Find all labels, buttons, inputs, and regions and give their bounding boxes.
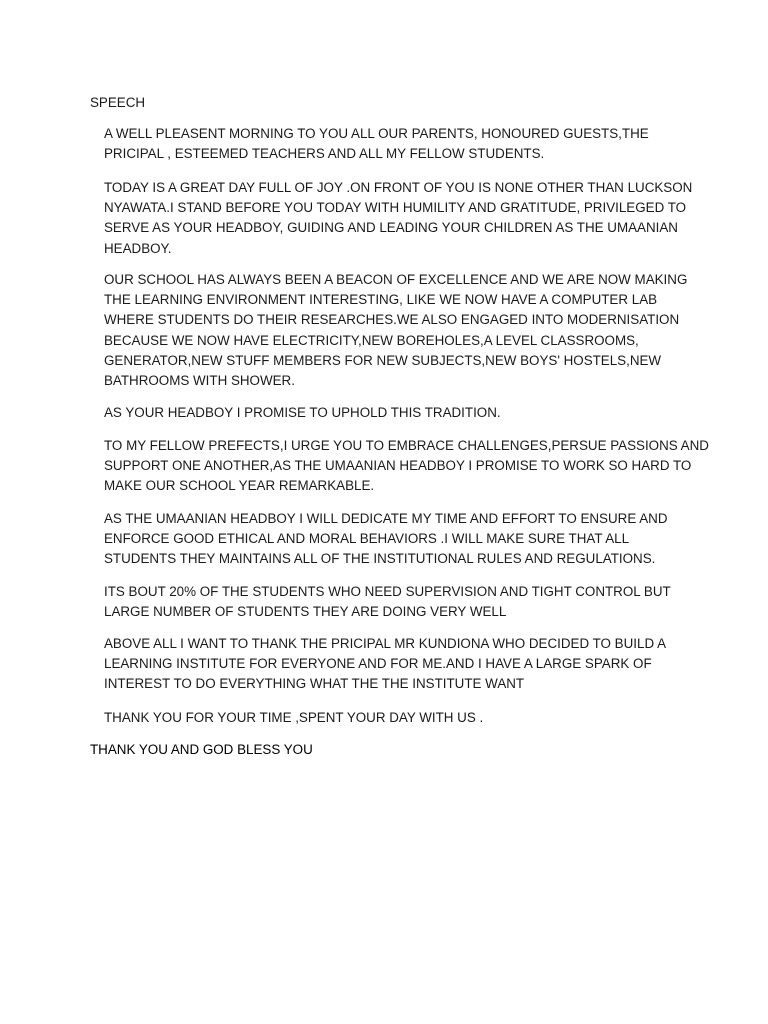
paragraph-thanks-principal — [104, 634, 694, 695]
paragraph-line: BECAUSE WE NOW HAVE ELECTRICITY,NEW BOREHOLES,A LEVEL CLASSROOMS, — [104, 332, 639, 348]
paragraph-promise — [104, 403, 694, 423]
paragraph-supervision — [104, 582, 694, 622]
paragraph-line: LEARNING INSTITUTE FOR EVERYONE AND FOR ME.AND I HAVE A LARGE SPARK OF — [104, 656, 652, 672]
paragraph-line: THANK YOU FOR YOUR TIME ,SPENT YOUR DAY WITH US . — [104, 710, 484, 725]
paragraph-line: TO MY FELLOW PREFECTS,I URGE YOU TO EMBRACE CHALLENGES,PERSUE PASSIONS AND — [104, 438, 709, 453]
paragraph-line: LARGE NUMBER OF STUDENTS THEY ARE DOING VERY WELL — [104, 604, 507, 620]
paragraph-line: BATHROOMS WITH SHOWER. — [104, 373, 295, 389]
paragraph-line: MAKE OUR SCHOOL YEAR REMARKABLE. — [104, 478, 375, 494]
document-title: SPEECH — [90, 95, 146, 110]
paragraph-line: ABOVE ALL I WANT TO THANK THE PRICIPAL MR KUNDIONA WHO DECIDED TO BUILD A — [104, 636, 667, 651]
paragraph-line: AS YOUR HEADBOY I PROMISE TO UPHOLD THIS TRADITION. — [104, 405, 501, 420]
paragraph-line: PRICIPAL , ESTEEMED TEACHERS AND ALL MY FELLOW STUDENTS. — [104, 146, 545, 162]
paragraph-line: SUPPORT ONE ANOTHER,AS THE UMAANIAN HEADBOY I PROMISE TO WORK SO HARD TO — [104, 458, 692, 474]
paragraph-prefects — [104, 436, 709, 497]
paragraph-line: SERVE AS YOUR HEADBOY, GUIDING AND LEADING YOUR CHILDREN AS THE UMAANIAN — [104, 220, 678, 236]
paragraph-line: INTEREST TO DO EVERYTHING WHAT THE THE INSTITUTE WANT — [104, 676, 525, 692]
paragraph-line: WHERE STUDENTS DO THEIR RESEARCHES.WE ALSO ENGAGED INTO MODERNISATION — [104, 312, 680, 328]
paragraph-line: A WELL PLEASENT MORNING TO YOU ALL OUR PARENTS, HONOURED GUESTS,THE — [104, 126, 649, 141]
paragraph-introduction — [104, 178, 694, 259]
paragraph-line: TODAY IS A GREAT DAY FULL OF JOY .ON FRONT OF YOU IS NONE OTHER THAN LUCKSON — [104, 180, 693, 195]
paragraph-line: ENFORCE GOOD ETHICAL AND MORAL BEHAVIORS .I WILL MAKE SURE THAT ALL — [104, 531, 630, 547]
paragraph-line: HEADBOY. — [104, 240, 172, 256]
paragraph-school-excellence — [104, 270, 694, 391]
paragraph-dedication — [104, 509, 694, 570]
paragraph-greeting — [104, 124, 694, 164]
paragraph-thank-you — [104, 708, 694, 728]
paragraph-line: AS THE UMAANIAN HEADBOY I WILL DEDICATE MY TIME AND EFFORT TO ENSURE AND — [104, 511, 668, 526]
paragraph-line: OUR SCHOOL HAS ALWAYS BEEN A BEACON OF EXCELLENCE AND WE ARE NOW MAKING — [104, 272, 688, 287]
paragraph-line: GENERATOR,NEW STUFF MEMBERS FOR NEW SUBJECTS,NEW BOYS' HOSTELS,NEW — [104, 352, 662, 368]
closing-line: THANK YOU AND GOD BLESS YOU — [90, 742, 313, 757]
paragraph-line: ITS BOUT 20% OF THE STUDENTS WHO NEED SUPERVISION AND TIGHT CONTROL BUT — [104, 584, 671, 599]
paragraph-line: STUDENTS THEY MAINTAINS ALL OF THE INSTITUTIONAL RULES AND REGULATIONS. — [104, 551, 656, 567]
paragraph-line: THE LEARNING ENVIRONMENT INTERESTING, LIKE WE NOW HAVE A COMPUTER LAB — [104, 292, 658, 308]
paragraph-line: NYAWATA.I STAND BEFORE YOU TODAY WITH HUMILITY AND GRATITUDE, PRIVILEGED TO — [104, 200, 687, 216]
